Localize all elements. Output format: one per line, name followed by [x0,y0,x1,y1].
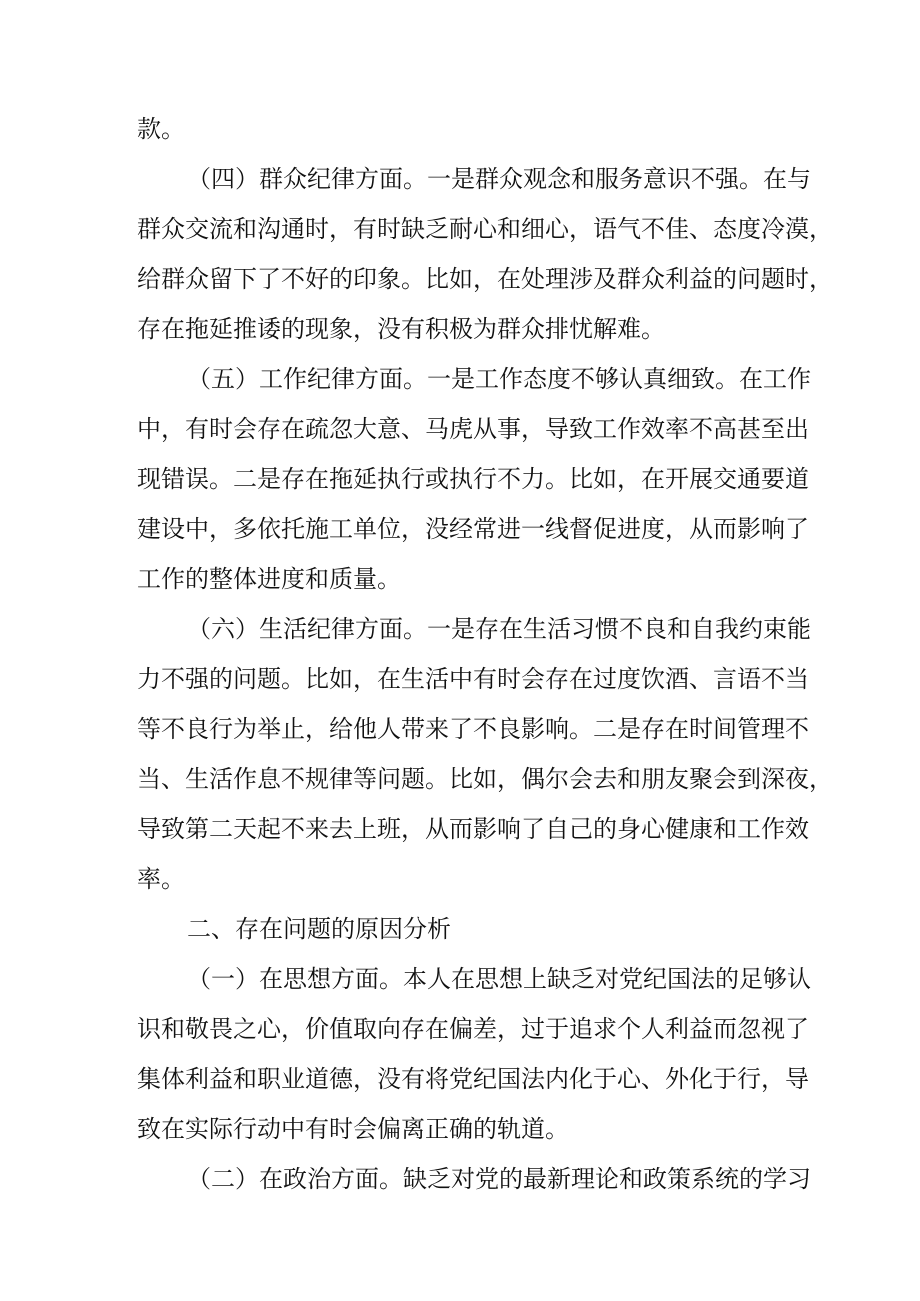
paragraph-6-line-5: 导致第二天起不来去上班，从而影响了自己的身心健康和工作效 [137,815,809,843]
paragraph-7-line-1: （一）在思想方面。本人在思想上缺乏对党纪国法的足够认 [187,965,811,993]
paragraph-7-line-4: 致在实际行动中有时会偏离正确的轨道。 [137,1115,569,1143]
paragraph-7-line-3: 集体利益和职业道德，没有将党纪国法内化于心、外化于行，导 [137,1065,809,1093]
section-heading: 二、存在问题的原因分析 [187,915,451,943]
paragraph-4-line-4: 存在拖延推诿的现象，没有积极为群众排忧解难。 [137,315,665,343]
paragraph-8-line-1: （二）在政治方面。缺乏对党的最新理论和政策系统的学习 [187,1165,811,1193]
paragraph-5-line-3: 现错误。二是存在拖延执行或执行不力。比如，在开展交通要道 [137,465,809,493]
paragraph-5-line-2: 中，有时会存在疏忽大意、马虎从事，导致工作效率不高甚至出 [137,415,809,443]
text-line-1: 款。 [137,115,185,143]
paragraph-6-line-4: 当、生活作息不规律等问题。比如，偶尔会去和朋友聚会到深夜， [137,765,833,793]
paragraph-4-line-2: 群众交流和沟通时，有时缺乏耐心和细心，语气不佳、态度冷漠， [137,215,833,243]
paragraph-6-line-3: 等不良行为举止，给他人带来了不良影响。二是存在时间管理不 [137,715,809,743]
paragraph-6-line-1: （六）生活纪律方面。一是存在生活习惯不良和自我约束能 [187,615,811,643]
paragraph-6-line-6: 率。 [137,865,185,893]
paragraph-5-line-5: 工作的整体进度和质量。 [137,565,401,593]
paragraph-6-line-2: 力不强的问题。比如，在生活中有时会存在过度饮酒、言语不当 [137,665,809,693]
paragraph-5-line-4: 建设中，多依托施工单位，没经常进一线督促进度，从而影响了 [137,515,809,543]
paragraph-4-line-3: 给群众留下了不好的印象。比如，在处理涉及群众利益的问题时， [137,265,833,293]
paragraph-4-line-1: （四）群众纪律方面。一是群众观念和服务意识不强。在与 [187,165,811,193]
paragraph-5-line-1: （五）工作纪律方面。一是工作态度不够认真细致。在工作 [187,365,811,393]
paragraph-7-line-2: 识和敬畏之心，价值取向存在偏差，过于追求个人利益而忽视了 [137,1015,809,1043]
